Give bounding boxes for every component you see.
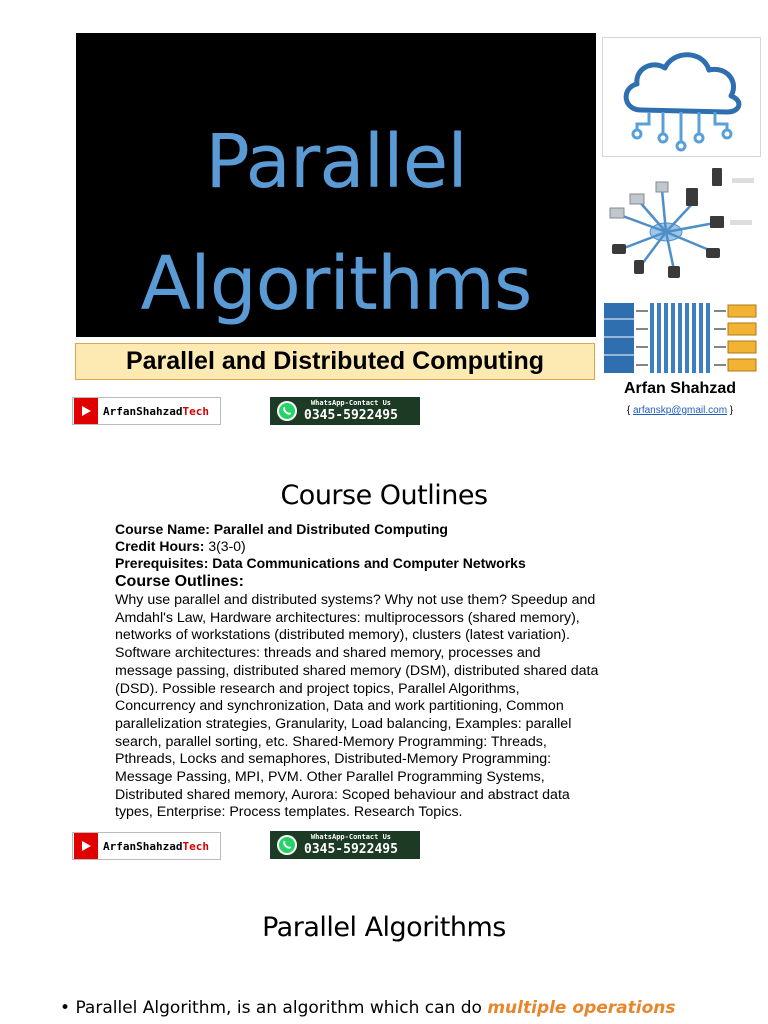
outline-line: parallelization strategies, Granularity, Load balancing, Examples: parallel: [115, 715, 572, 732]
cloud-circuit-icon: [602, 37, 761, 157]
whatsapp-contact-badge[interactable]: [270, 397, 420, 425]
email-brace-open: {: [626, 405, 633, 416]
email-brace-close: }: [727, 405, 734, 416]
play-icon: [74, 398, 98, 424]
course-details: [115, 521, 655, 822]
outline-line: Why use parallel and distributed systems? Why not use them? Speedup and: [115, 592, 596, 608]
whatsapp-number: 0345-5922495: [304, 842, 398, 857]
youtube-channel-name: ArfanShahzadTech: [103, 404, 209, 418]
outline-line: message passing, distributed shared memory (DSM), distributed shared data: [115, 662, 599, 679]
whatsapp-label: WhatsApp-Contact Us: [310, 833, 391, 841]
credit-hours-row: Credit Hours: 3(3-0): [115, 538, 246, 554]
whatsapp-number: 0345-5922495: [304, 408, 398, 423]
youtube-channel-badge[interactable]: [72, 397, 221, 425]
play-icon: [74, 833, 98, 859]
youtube-channel-badge[interactable]: [72, 832, 221, 860]
outline-line: Software architectures: threads and shared memory, processes and: [115, 645, 541, 662]
author-name: Arfan Shahzad: [623, 380, 736, 397]
outline-line: Message Passing, MPI, PVM. Other Parallel Programming Systems,: [115, 769, 545, 786]
parallel-algorithms-heading: Parallel Algorithms: [262, 912, 506, 943]
outline-line: Amdahl's Law, Hardware architectures: multiprocessors (shared memory),: [115, 609, 580, 626]
outline-line: networks of workstations (distributed memory), clusters (latest variation).: [115, 627, 570, 644]
course-outlines-text: [115, 592, 655, 822]
bullet-marker: •: [60, 998, 71, 1018]
parallel-processors-diagram: [602, 297, 759, 375]
whatsapp-contact-badge[interactable]: [270, 831, 420, 859]
bullet-item: [60, 998, 760, 1018]
whatsapp-icon: [276, 400, 298, 422]
outline-line: types, Enterprise: Process templates. Research Topics.: [115, 804, 463, 821]
author-email-line: [600, 405, 760, 416]
distributed-network-diagram: [602, 160, 759, 290]
course-name-row: Course Name: Parallel and Distributed Computing: [115, 521, 448, 537]
bullet-text: Parallel Algorithm, is an algorithm which can do: [75, 998, 488, 1018]
prerequisites-row: Prerequisites: Data Communications and Computer Networks: [115, 555, 526, 571]
author-email-link[interactable]: arfanskp@gmail.com: [632, 405, 728, 416]
youtube-channel-name: ArfanShahzadTech: [103, 839, 209, 853]
whatsapp-label: WhatsApp-Contact Us: [310, 399, 391, 407]
bullet-highlight: multiple operations: [487, 998, 676, 1018]
title-slide-banner: [76, 33, 596, 337]
outline-line: (DSD). Possible research and project topics, Parallel Algorithms,: [115, 680, 520, 697]
title-line-2: Algorithms: [140, 241, 532, 327]
course-outlines-heading: Course Outlines: [280, 480, 488, 511]
outline-line: Pthreads, Locks and semaphores, Distributed-Memory Programming:: [115, 751, 552, 768]
outline-line: Distributed shared memory, Aurora: Scoped behaviour and abstract data: [115, 786, 570, 803]
title-line-1: Parallel: [205, 119, 467, 205]
whatsapp-icon: [276, 834, 298, 856]
outline-line: search, parallel sorting, etc. Shared-Memory Programming: Threads,: [115, 733, 547, 750]
outline-line: Concurrency and synchronization, Data and work partitioning, Common: [115, 698, 564, 715]
subtitle-banner: Parallel and Distributed Computing: [75, 343, 595, 380]
course-outlines-label: Course Outlines:: [115, 573, 244, 590]
